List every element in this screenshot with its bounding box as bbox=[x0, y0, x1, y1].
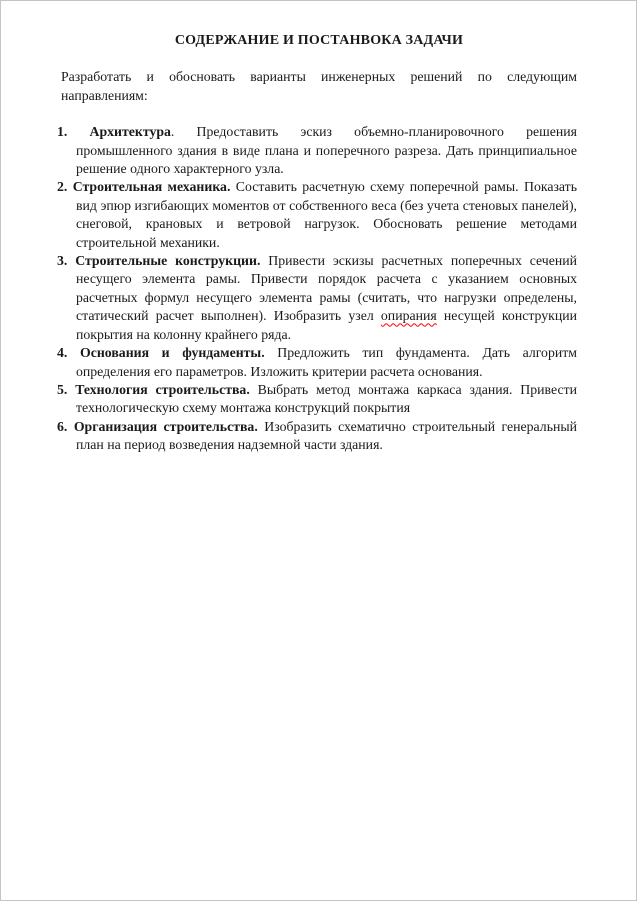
text-segment: Технология строительства. bbox=[75, 381, 250, 397]
text-segment: Предложить тип фундамента. Дать алгоритм определения его параметров. Изложить критерии расчета основания. bbox=[76, 345, 577, 379]
text-segment: Составить расчетную схему поперечной рамы. Показать вид эпюр изгибающих моментов от собственного веса (без учета стеновых панелей), снеговой, крановых и ветровой нагрузок. Обосновать решение методами строительной механики. bbox=[76, 179, 577, 250]
list-item bbox=[57, 381, 577, 418]
list-item bbox=[57, 418, 577, 455]
list-item-number: 3. bbox=[57, 253, 76, 269]
task-list bbox=[57, 123, 577, 454]
list-item bbox=[57, 178, 577, 252]
text-segment: Организация строительства. bbox=[73, 418, 258, 434]
list-item-number: 5. bbox=[57, 381, 76, 397]
list-item bbox=[57, 344, 577, 381]
list-item-number: 6. bbox=[57, 418, 74, 434]
misspelled-word: опирания bbox=[380, 308, 437, 324]
text-segment: Строительная механика. bbox=[72, 179, 231, 195]
text-segment: Архитектура bbox=[89, 124, 171, 140]
text-segment: несущей конструкции покрытия на колонну крайнего ряда. bbox=[76, 308, 577, 342]
list-item-number: 1. bbox=[57, 124, 90, 140]
text-segment: Изобразить схематично строительный генеральный план на период возведения надземной части здания. bbox=[76, 418, 578, 453]
text-segment: . Предоставить эскиз объемно-планировочного решения промышленного здания в виде плана и поперечного разреза. Дать принципиальное решение одного характерного узла. bbox=[76, 124, 578, 177]
intro-paragraph: Разработать и обосновать варианты инженерных решений по следующим направлениям: bbox=[61, 69, 577, 103]
list-item bbox=[57, 123, 577, 178]
text-segment: Выбрать метод монтажа каркаса здания. Привести технологическую схему монтажа конструкций покрытия bbox=[76, 381, 577, 416]
list-item-number: 4. bbox=[57, 345, 80, 361]
list-item-number: 2. bbox=[57, 179, 73, 195]
text-segment: Строительные конструкции. bbox=[75, 253, 261, 269]
text-segment: Привести эскизы расчетных поперечных сечений несущего элемента рамы. Привести порядок расчета с указанием основных расчетных формул несущего элемента рамы (считать, что нагрузки определены, статический расчет выполнен). Изобразить узел bbox=[76, 253, 577, 324]
document-title: СОДЕРЖАНИЕ И ПОСТАНВОКА ЗАДАЧИ bbox=[174, 33, 464, 48]
text-segment: Основания и фундаменты. bbox=[79, 345, 265, 361]
list-item bbox=[57, 252, 577, 344]
